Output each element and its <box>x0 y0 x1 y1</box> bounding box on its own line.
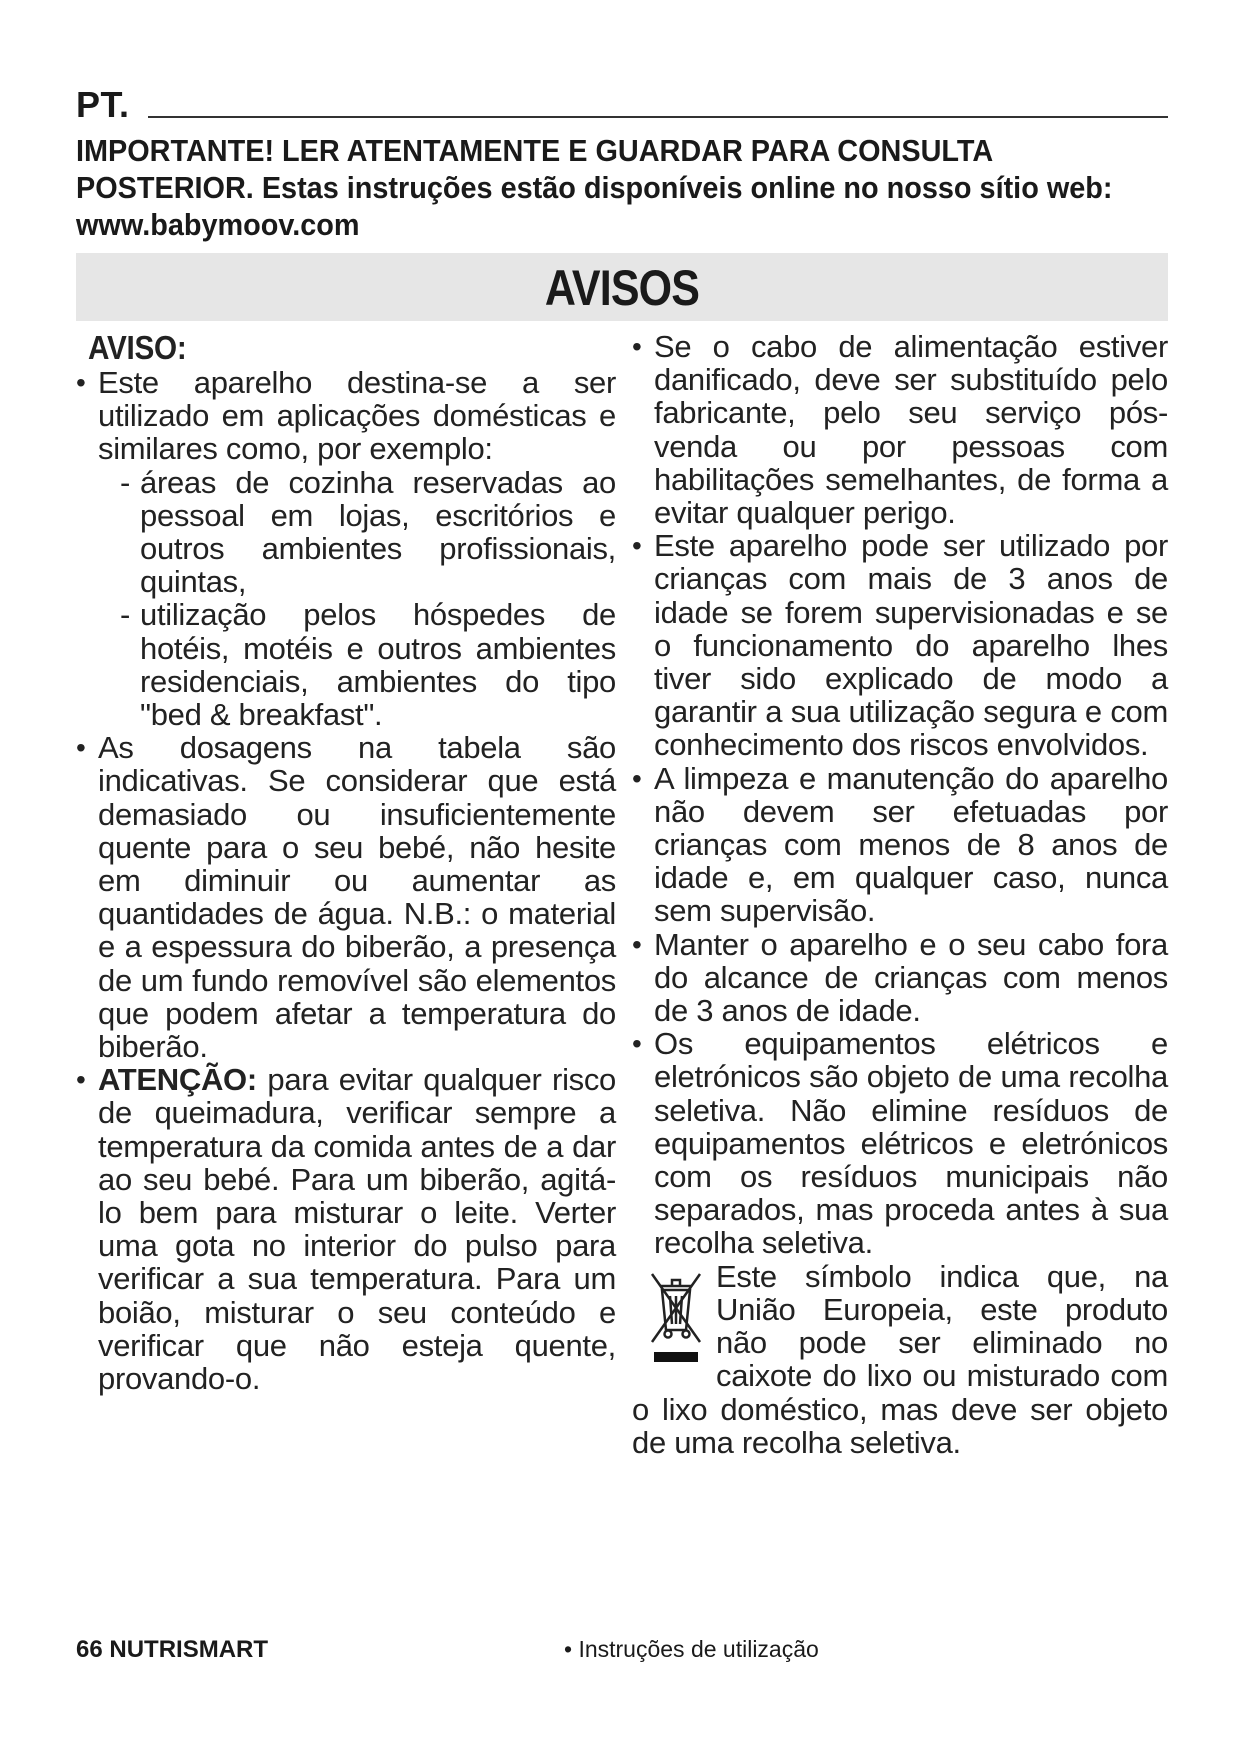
intro-important-notice: IMPORTANTE! LER ATENTAMENTE E GUARDAR PARA CONSULTA POSTERIOR. Estas instruções estão disponíveis online no nosso sítio web: www.babymoov.com <box>76 133 1113 242</box>
page-number-label: 66 NUTRISMART <box>76 1636 269 1663</box>
dash-icon: - <box>120 597 131 633</box>
sub-list <box>98 466 616 732</box>
language-code: PT. <box>76 84 130 125</box>
bullet-text: As dosagens na tabela são indicativas. Se considerar que está demasiado ou insuficientemente quente para o seu bebé, não hesite em diminuir ou aumentar as quantidades de água. N.B.: o material e a espessura do biberão, a presença de um fundo removível são elementos que podem afetar a temperatura do biberão. <box>98 730 616 1065</box>
bullet-text: Este aparelho destina-se a ser utilizado em aplicações domésticas e similares como, por exemplo: <box>98 365 616 467</box>
list-item <box>632 928 1168 1028</box>
left-column <box>76 330 616 1395</box>
crossed-out-wheelie-bin-icon <box>646 1264 706 1368</box>
bullet-text: Este aparelho pode ser utilizado por crianças com mais de 3 anos de idade se forem supervisionadas e se o funcionamento do aparelho lhes tiver sido explicado de modo a garantir a sua utilização segura e com conhecimento dos riscos envolvidos. <box>654 528 1168 763</box>
bullet-text: para evitar qualquer risco de queimadura, verificar sempre a temperatura da comida antes de a dar ao seu bebé. Para um biberão, agitá-lo bem para misturar o leite. Verter uma gota no interior do pulso para verificar a sua temperatura. Para um boião, misturar o seu conteúdo e verificar que não esteja quente, provando-o. <box>98 1062 616 1397</box>
list-item <box>632 762 1168 928</box>
bullet-text: A limpeza e manutenção do aparelho não devem ser efetuadas por crianças com menos de 8 anos de idade e, em qualquer caso, nunca sem supervisão. <box>654 760 1168 929</box>
bullet-icon: • <box>632 928 642 960</box>
bullet-text: Os equipamentos elétricos e eletrónicos são objeto de uma recolha seletiva. Não elimine resíduos de equipamentos elétricos e eletrónicos com os resíduos municipais não separados, mas proceda antes à sua recolha seletiva. <box>654 1026 1168 1261</box>
dash-icon: - <box>120 464 131 500</box>
bullet-icon: • <box>76 1064 86 1096</box>
bullet-icon: • <box>76 367 86 398</box>
right-bullet-list <box>632 330 1168 1260</box>
bullet-icon: • <box>632 331 642 362</box>
list-item <box>76 366 616 731</box>
attention-label: ATENÇÃO: <box>98 1062 257 1098</box>
sub-list-item <box>120 598 616 731</box>
bullet-text: Se o cabo de alimentação estiver danificado, deve ser substituído pelo fabricante, pelo seu serviço pós-venda ou por pessoas com habilitações semelhantes, de forma a evitar qualquer perigo. <box>654 329 1168 531</box>
header-rule <box>148 116 1168 118</box>
bullet-icon: • <box>632 1028 642 1060</box>
footer-section-label: • Instruções de utilização <box>564 1636 819 1662</box>
bullet-icon: • <box>632 530 642 562</box>
language-header <box>76 84 1168 124</box>
list-item <box>632 529 1168 761</box>
bullet-text: Manter o aparelho e o seu cabo fora do alcance de crianças com menos de 3 anos de idade. <box>654 926 1168 1029</box>
weee-text: Este símbolo indica que, na União Europeia, este produto não pode ser eliminado no caixote do lixo ou misturado com o lixo doméstico, mas deve ser objeto de uma recolha seletiva. <box>632 1258 1168 1460</box>
bullet-icon: • <box>76 732 86 764</box>
left-bullet-list <box>76 366 616 1395</box>
list-item <box>76 731 616 1063</box>
bullet-icon: • <box>632 762 642 794</box>
list-item <box>632 1027 1168 1259</box>
section-banner <box>76 253 1168 321</box>
sub-text: utilização pelos hóspedes de hotéis, motéis e outros ambientes residenciais, ambientes do tipo "bed & breakfast". <box>140 597 616 733</box>
list-item <box>76 1063 616 1395</box>
list-item <box>632 330 1168 529</box>
banner-title: AVISOS <box>544 260 700 316</box>
sub-text: áreas de cozinha reservadas ao pessoal em lojas, escritórios e outros ambientes profissionais, quintas, <box>140 464 616 600</box>
warning-heading: AVISO: <box>88 329 187 366</box>
right-column <box>632 330 1168 1459</box>
sub-list-item <box>120 466 616 599</box>
weee-notice <box>632 1260 1168 1459</box>
